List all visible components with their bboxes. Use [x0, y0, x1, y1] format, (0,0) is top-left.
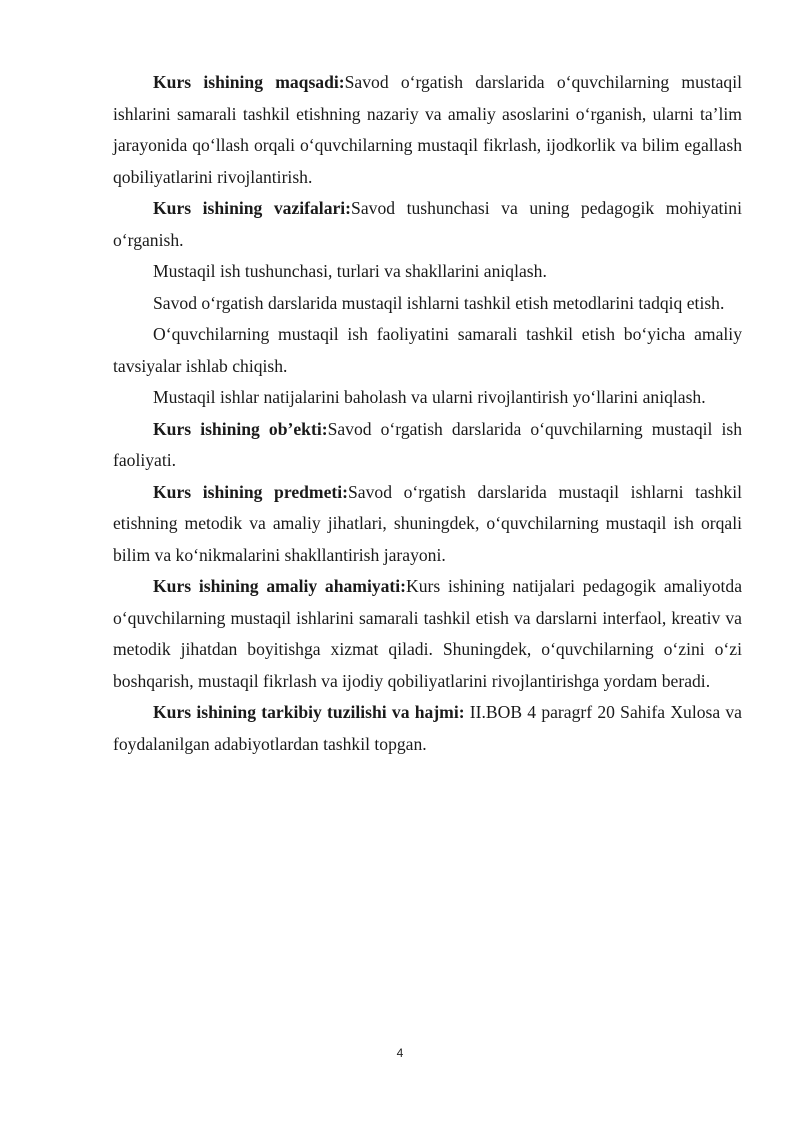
- object-text: Savod o‘rgatish darslarida o‘quvchilarning mustaqil ish faoliyati.: [113, 418, 742, 470]
- significance-label: Kurs ishining amaliy ahamiyati:: [153, 576, 407, 596]
- significance-text: Kurs ishining natijalari pedagogik amaliyotda o‘quvchilarning mustaqil ishlarini samarali tashkil etish va darslarni interfaol, kreativ va metodik jihatdan boyitishga xizmat qiladi. Shuningdek, o‘quvchilarning o‘zini o‘zi boshqarish, mustaqil fikrlash va ijodiy qobiliyatlarini rivojlantirishga yordam beradi.: [113, 576, 742, 691]
- goal-label: Kurs ishining maqsadi:: [153, 72, 345, 92]
- task-item-paragraph: [113, 382, 742, 414]
- tasks-paragraph: [113, 193, 742, 256]
- page-number: 4: [396, 1046, 404, 1060]
- structure-text: II.BOB 4 paragrf 20 Sahifa Xulosa va foydalanilgan adabiyotlardan tashkil topgan.: [113, 702, 742, 754]
- goal-text: Savod o‘rgatish darslarida o‘quvchilarning mustaqil ishlarini samarali tashkil etishning nazariy va amaliy asoslarini o‘rganish, ularni ta’lim jarayonida qo‘llash orqali o‘quvchilarning mustaqil fikrlash, ijodkorlik va bilim egallash qobiliyatlarini rivojlantirish.: [113, 72, 743, 187]
- task-item-text: Savod o‘rgatish darslarida mustaqil ishlarni tashkil etish metodlarini tadqiq etish.: [153, 292, 725, 313]
- object-label: Kurs ishining ob’ekti:: [153, 418, 328, 439]
- subject-text: Savod o‘rgatish darslarida mustaqil ishlarni tashkil etishning metodik va amaliy jihatlari, shuningdek, o‘quvchilarning mustaqil ish orqali bilim va ko‘nikmalarini shakllantirish jarayoni.: [113, 481, 742, 565]
- goal-paragraph: [113, 67, 742, 193]
- object-paragraph: [113, 414, 742, 477]
- task-item-paragraph: [113, 256, 742, 288]
- structure-paragraph: [113, 697, 742, 760]
- task-item-text: Mustaqil ish tushunchasi, turlari va shakllarini aniqlash.: [153, 261, 547, 281]
- tasks-text: Savod tushunchasi va uning pedagogik mohiyatini o‘rganish.: [113, 198, 742, 250]
- task-item-paragraph: [113, 288, 742, 320]
- structure-label: Kurs ishining tarkibiy tuzilishi va hajmi:: [153, 702, 465, 722]
- task-item-text: Mustaqil ishlar natijalarini baholash va ularni rivojlantirish yo‘llarini aniqlash.: [153, 387, 706, 407]
- task-item-paragraph: [113, 319, 742, 382]
- task-item-text: O‘quvchilarning mustaqil ish faoliyatini samarali tashkil etish bo‘yicha amaliy tavsiyalar ishlab chiqish.: [113, 324, 742, 376]
- subject-label: Kurs ishining predmeti:: [153, 481, 348, 502]
- page-body: [113, 67, 742, 760]
- tasks-label: Kurs ishining vazifalari:: [153, 198, 352, 218]
- significance-paragraph: [113, 571, 742, 697]
- subject-paragraph: [113, 477, 742, 572]
